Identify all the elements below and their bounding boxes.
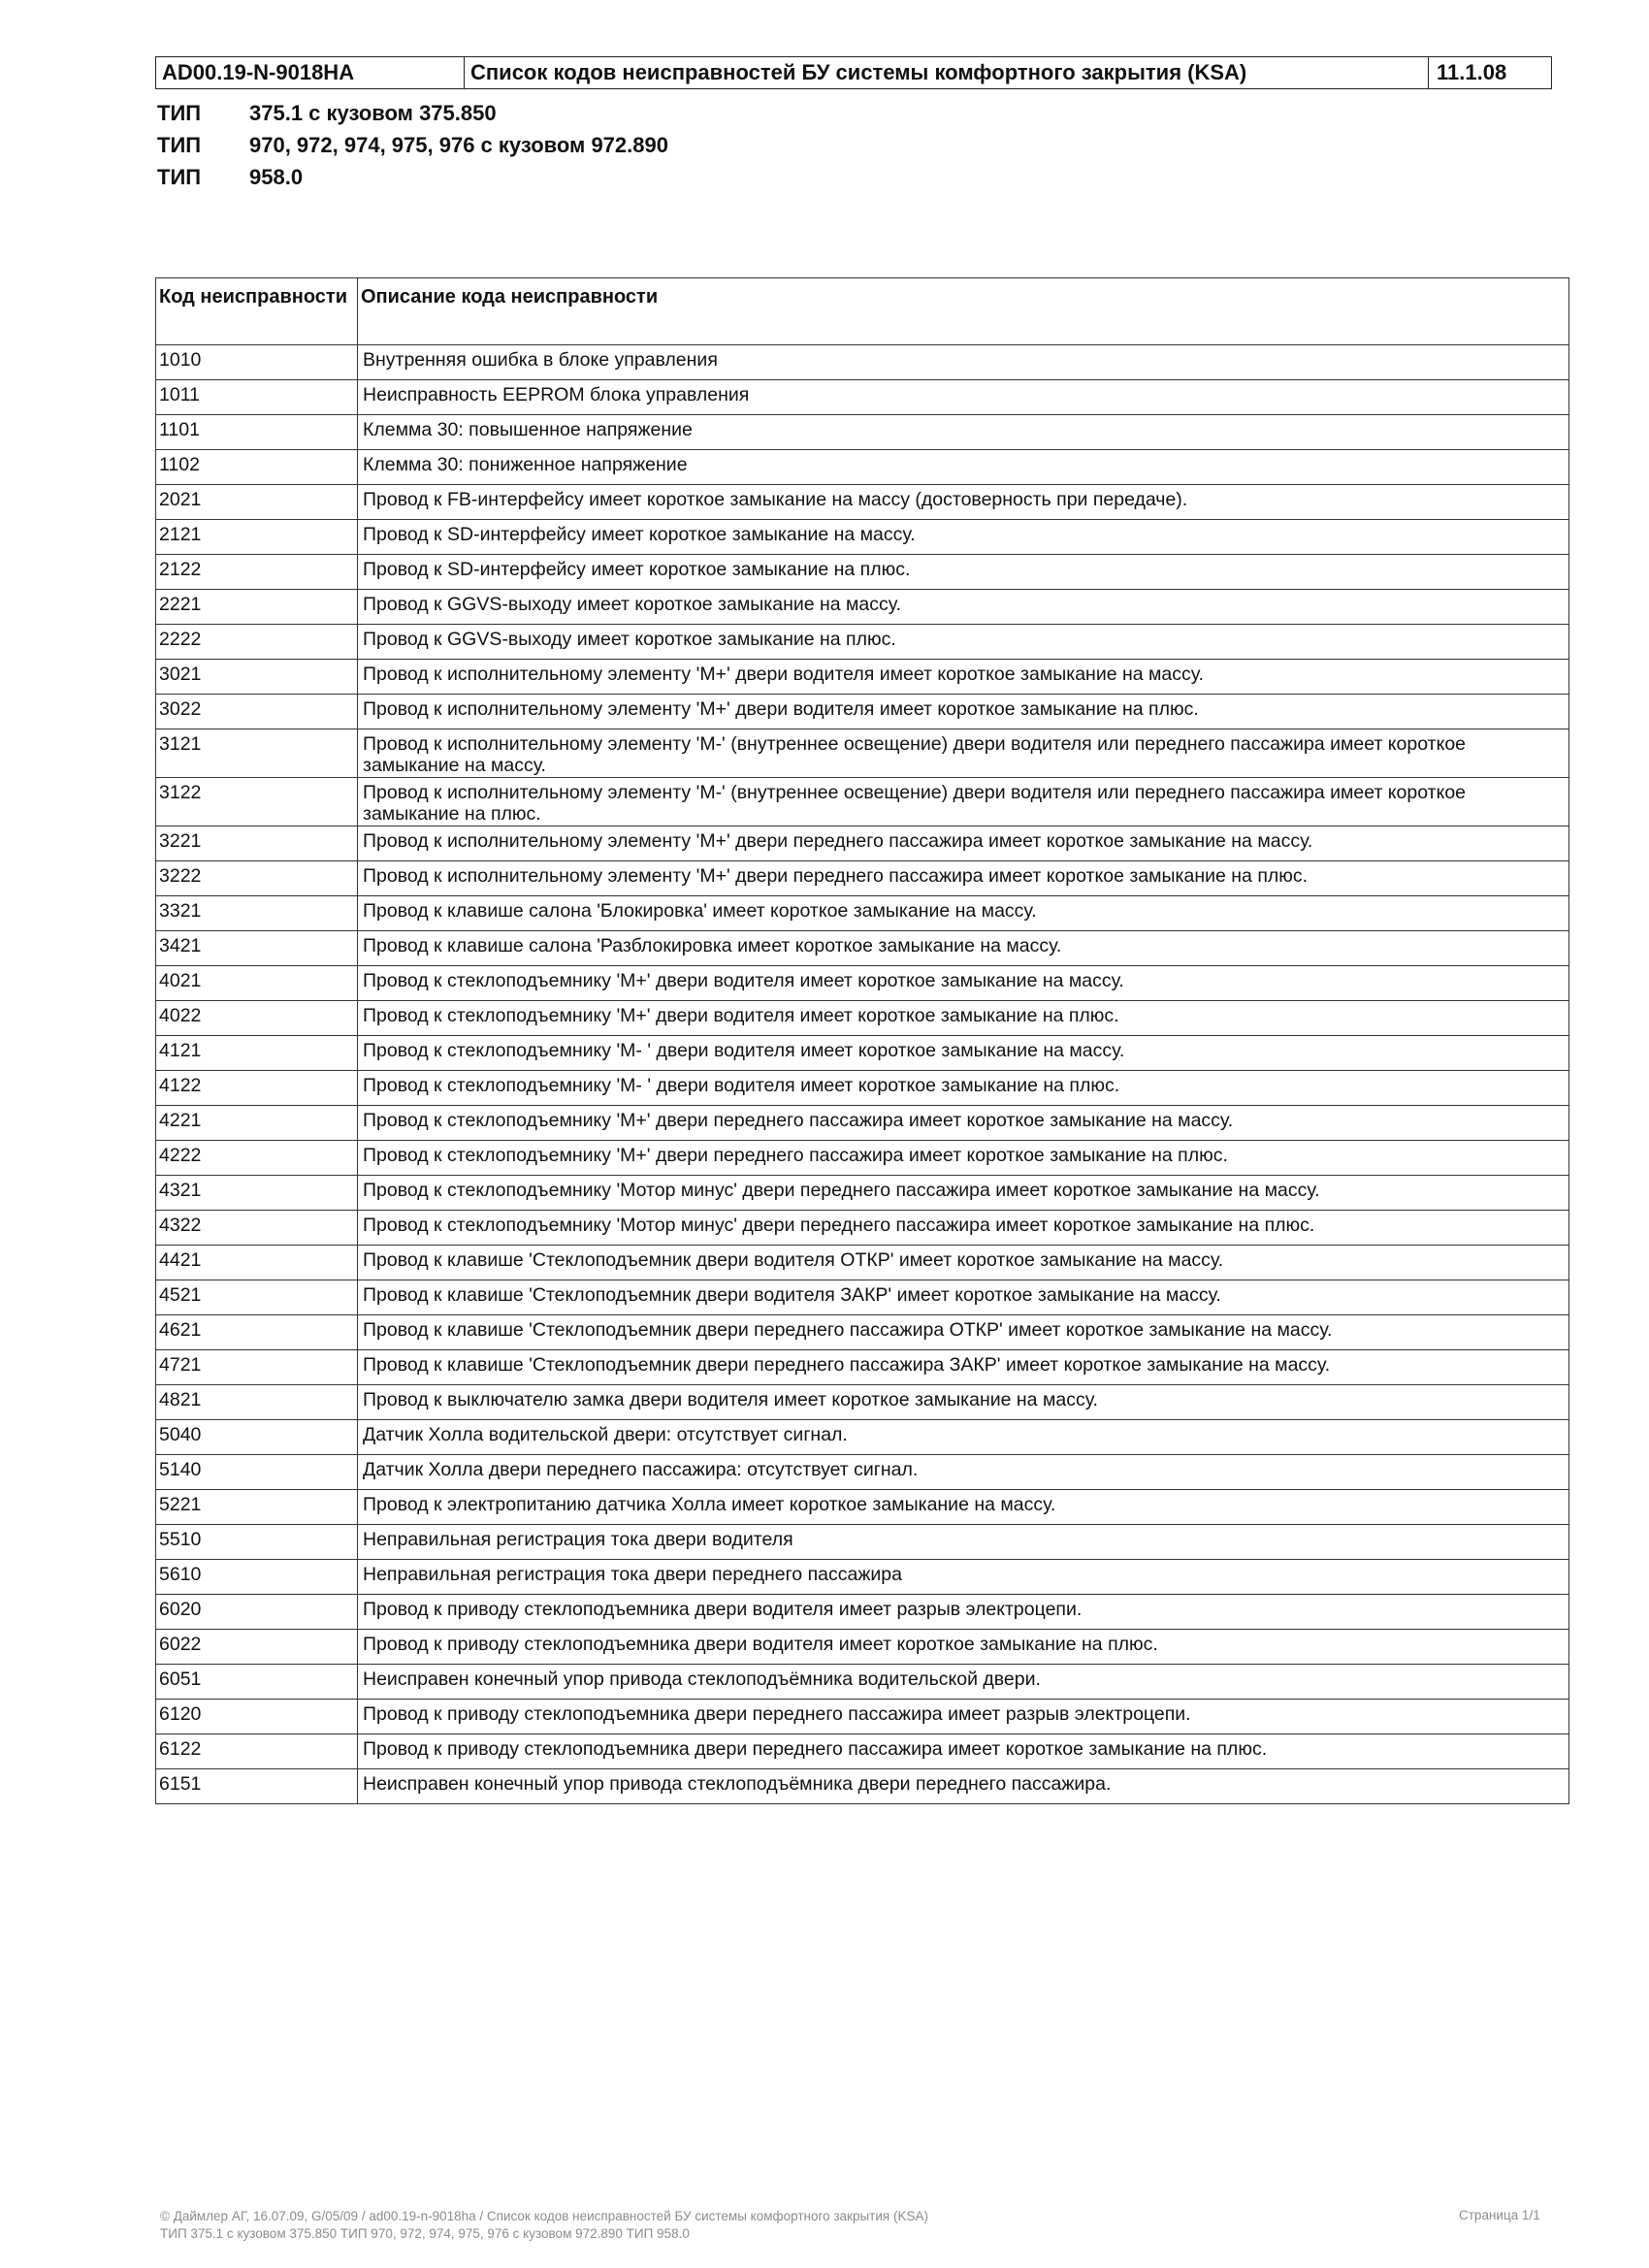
table-row [156, 1525, 1569, 1560]
fault-code: 6051 [156, 1665, 358, 1700]
fault-description: Провод к стеклоподъемнику 'М+' двери переднего пассажира имеет короткое замыкание на плюс. [358, 1141, 1569, 1176]
table-row [156, 485, 1569, 520]
table-row [156, 1700, 1569, 1734]
fault-code: 6120 [156, 1700, 358, 1734]
table-row [156, 1385, 1569, 1420]
fault-description: Провод к стеклоподъемнику 'Мотор минус' двери переднего пассажира имеет короткое замыкание на массу. [358, 1176, 1569, 1211]
table-row [156, 931, 1569, 966]
table-row [156, 1176, 1569, 1211]
fault-description: Провод к GGVS-выходу имеет короткое замыкание на плюс. [358, 625, 1569, 660]
fault-code: 5140 [156, 1455, 358, 1490]
table-row [156, 1141, 1569, 1176]
table-row [156, 1280, 1569, 1315]
table-row [156, 861, 1569, 896]
fault-description: Провод к GGVS-выходу имеет короткое замыкание на массу. [358, 590, 1569, 625]
type-row [157, 161, 668, 193]
table-row [156, 966, 1569, 1001]
fault-description: Провод к клавише 'Стеклоподъемник двери переднего пассажира ОТКР' имеет короткое замыкание на массу. [358, 1315, 1569, 1350]
fault-code: 4321 [156, 1176, 358, 1211]
fault-description: Провод к стеклоподъемнику 'М+' двери водителя имеет короткое замыкание на плюс. [358, 1001, 1569, 1036]
fault-description: Провод к электропитанию датчика Холла имеет короткое замыкание на массу. [358, 1490, 1569, 1525]
fault-code: 1101 [156, 415, 358, 450]
fault-code: 4521 [156, 1280, 358, 1315]
table-row [156, 590, 1569, 625]
column-header-description: Описание кода неисправности [358, 278, 1569, 345]
fault-code: 4322 [156, 1211, 358, 1246]
fault-code: 3222 [156, 861, 358, 896]
table-row [156, 625, 1569, 660]
fault-description: Неправильная регистрация тока двери водителя [358, 1525, 1569, 1560]
fault-description: Провод к приводу стеклоподъемника двери водителя имеет короткое замыкание на плюс. [358, 1630, 1569, 1665]
table-row [156, 1455, 1569, 1490]
fault-code: 6022 [156, 1630, 358, 1665]
fault-description: Провод к исполнительному элементу 'М+' двери переднего пассажира имеет короткое замыкание на массу. [358, 826, 1569, 861]
fault-description: Провод к исполнительному элементу 'М+' двери водителя имеет короткое замыкание на массу. [358, 660, 1569, 695]
type-row [157, 97, 668, 129]
fault-description: Датчик Холла двери переднего пассажира: отсутствует сигнал. [358, 1455, 1569, 1490]
fault-code: 1102 [156, 450, 358, 485]
fault-code: 5040 [156, 1420, 358, 1455]
fault-description: Провод к клавише 'Стеклоподъемник двери водителя ОТКР' имеет короткое замыкание на массу. [358, 1246, 1569, 1280]
fault-code: 3321 [156, 896, 358, 931]
table-row [156, 1595, 1569, 1630]
fault-code: 1011 [156, 380, 358, 415]
type-list [157, 97, 668, 193]
fault-code: 2221 [156, 590, 358, 625]
table-row [156, 1490, 1569, 1525]
table-row [156, 1420, 1569, 1455]
fault-description: Провод к выключателю замка двери водителя имеет короткое замыкание на массу. [358, 1385, 1569, 1420]
fault-code: 3421 [156, 931, 358, 966]
table-row [156, 660, 1569, 695]
table-row [156, 1106, 1569, 1141]
fault-code: 4821 [156, 1385, 358, 1420]
fault-description: Неправильная регистрация тока двери переднего пассажира [358, 1560, 1569, 1595]
table-row [156, 520, 1569, 555]
table-row [156, 1769, 1569, 1804]
table-row [156, 695, 1569, 729]
fault-code: 4621 [156, 1315, 358, 1350]
fault-code: 5221 [156, 1490, 358, 1525]
fault-code: 2222 [156, 625, 358, 660]
table-body [156, 345, 1569, 1804]
fault-code: 3121 [156, 729, 358, 778]
fault-description: Провод к клавише 'Стеклоподъемник двери переднего пассажира ЗАКР' имеет короткое замыкание на массу. [358, 1350, 1569, 1385]
fault-description: Провод к SD-интерфейсу имеет короткое замыкание на массу. [358, 520, 1569, 555]
table-row [156, 415, 1569, 450]
fault-description: Провод к клавише салона 'Разблокировка имеет короткое замыкание на массу. [358, 931, 1569, 966]
fault-description: Неисправен конечный упор привода стеклоподъёмника водительской двери. [358, 1665, 1569, 1700]
fault-code: 6122 [156, 1734, 358, 1769]
table-row [156, 826, 1569, 861]
fault-description: Клемма 30: пониженное напряжение [358, 450, 1569, 485]
table-row [156, 1246, 1569, 1280]
table-row [156, 1001, 1569, 1036]
type-value: 958.0 [249, 164, 304, 189]
fault-description: Провод к приводу стеклоподъемника двери переднего пассажира имеет короткое замыкание на плюс. [358, 1734, 1569, 1769]
fault-description: Провод к приводу стеклоподъемника двери водителя имеет разрыв электроцепи. [358, 1595, 1569, 1630]
footer [160, 2208, 928, 2243]
fault-description: Клемма 30: повышенное напряжение [358, 415, 1569, 450]
table-row [156, 345, 1569, 380]
footer-line-2: ТИП 375.1 с кузовом 375.850 ТИП 970, 972, 974, 975, 976 с кузовом 972.890 ТИП 958.0 [160, 2226, 690, 2241]
table-header-row [156, 278, 1569, 345]
type-value: 970, 972, 974, 975, 976 с кузовом 972.890 [249, 132, 668, 157]
fault-description: Провод к приводу стеклоподъемника двери переднего пассажира имеет разрыв электроцепи. [358, 1700, 1569, 1734]
fault-code: 4022 [156, 1001, 358, 1036]
fault-description: Провод к стеклоподъемнику 'М+' двери переднего пассажира имеет короткое замыкание на массу. [358, 1106, 1569, 1141]
table-row [156, 1665, 1569, 1700]
fault-code: 3021 [156, 660, 358, 695]
type-label: ТИП [157, 100, 202, 125]
fault-code: 6020 [156, 1595, 358, 1630]
fault-code: 5510 [156, 1525, 358, 1560]
column-header-code: Код неисправности [156, 278, 358, 345]
fault-code: 4122 [156, 1071, 358, 1106]
doc-title: Список кодов неисправностей БУ системы комфортного закрытия (KSA) [465, 57, 1429, 88]
fault-code: 4721 [156, 1350, 358, 1385]
footer-line-1: © Даймлер АГ, 16.07.09, G/05/09 / ad00.19-n-9018ha / Список кодов неисправностей БУ системы комфортного закрытия (KSA) [160, 2209, 928, 2223]
type-label: ТИП [157, 132, 202, 157]
fault-description: Провод к исполнительному элементу 'М+' двери переднего пассажира имеет короткое замыкание на плюс. [358, 861, 1569, 896]
fault-code: 2122 [156, 555, 358, 590]
fault-description: Провод к исполнительному элементу 'М-' (внутреннее освещение) двери водителя или переднего пассажира имеет короткое замыкание на массу. [358, 729, 1569, 778]
fault-description: Провод к SD-интерфейсу имеет короткое замыкание на плюс. [358, 555, 1569, 590]
table-row [156, 1560, 1569, 1595]
fault-description: Провод к исполнительному элементу 'М+' двери водителя имеет короткое замыкание на плюс. [358, 695, 1569, 729]
table-row [156, 1071, 1569, 1106]
fault-description: Провод к FB-интерфейсу имеет короткое замыкание на массу (достоверность при передаче). [358, 485, 1569, 520]
fault-description: Неисправен конечный упор привода стеклоподъёмника двери переднего пассажира. [358, 1769, 1569, 1804]
fault-description: Датчик Холла водительской двери: отсутствует сигнал. [358, 1420, 1569, 1455]
fault-code: 3122 [156, 778, 358, 826]
document-header [155, 56, 1552, 89]
fault-code: 4421 [156, 1246, 358, 1280]
table-row [156, 1036, 1569, 1071]
table-row [156, 896, 1569, 931]
table-row [156, 1350, 1569, 1385]
fault-description: Провод к стеклоподъемнику 'М- ' двери водителя имеет короткое замыкание на массу. [358, 1036, 1569, 1071]
table-row [156, 450, 1569, 485]
doc-date: 11.1.08 [1437, 60, 1507, 84]
fault-code: 5610 [156, 1560, 358, 1595]
fault-description: Провод к стеклоподъемнику 'Мотор минус' двери переднего пассажира имеет короткое замыкание на плюс. [358, 1211, 1569, 1246]
fault-description: Провод к клавише салона 'Блокировка' имеет короткое замыкание на массу. [358, 896, 1569, 931]
fault-description: Провод к исполнительному элементу 'М-' (внутреннее освещение) двери водителя или переднего пассажира имеет короткое замыкание на плюс. [358, 778, 1569, 826]
fault-code: 4221 [156, 1106, 358, 1141]
table-row [156, 1734, 1569, 1769]
type-row [157, 129, 668, 161]
fault-description: Провод к стеклоподъемнику 'М+' двери водителя имеет короткое замыкание на массу. [358, 966, 1569, 1001]
fault-code: 4121 [156, 1036, 358, 1071]
fault-description: Провод к клавише 'Стеклоподъемник двери водителя ЗАКР' имеет короткое замыкание на массу. [358, 1280, 1569, 1315]
fault-code: 1010 [156, 345, 358, 380]
table-row [156, 778, 1569, 826]
fault-code: 3221 [156, 826, 358, 861]
fault-code: 4021 [156, 966, 358, 1001]
fault-description: Провод к стеклоподъемнику 'М- ' двери водителя имеет короткое замыкание на плюс. [358, 1071, 1569, 1106]
type-value: 375.1 с кузовом 375.850 [249, 100, 497, 125]
fault-code: 2021 [156, 485, 358, 520]
table-row [156, 555, 1569, 590]
fault-code: 4222 [156, 1141, 358, 1176]
fault-codes-table [155, 277, 1569, 1804]
table-row [156, 729, 1569, 778]
doc-id: AD00.19-N-9018HA [156, 57, 465, 88]
fault-description: Неисправность EEPROM блока управления [358, 380, 1569, 415]
table-row [156, 380, 1569, 415]
fault-code: 2121 [156, 520, 358, 555]
type-label: ТИП [157, 164, 202, 189]
table-row [156, 1630, 1569, 1665]
page-number: Страница 1/1 [1459, 2208, 1540, 2222]
fault-code: 3022 [156, 695, 358, 729]
table-row [156, 1315, 1569, 1350]
fault-description: Внутренняя ошибка в блоке управления [358, 345, 1569, 380]
fault-code: 6151 [156, 1769, 358, 1804]
table-row [156, 1211, 1569, 1246]
